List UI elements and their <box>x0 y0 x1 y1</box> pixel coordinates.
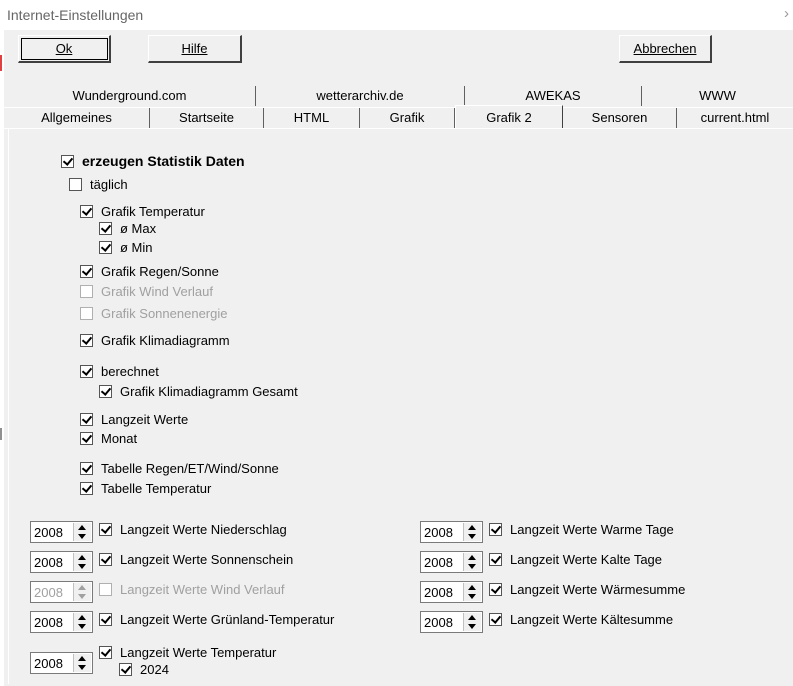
rain-sun-checkbox[interactable]: Grafik Regen/Sonne <box>80 264 219 280</box>
checkbox-box[interactable] <box>80 462 93 475</box>
sunshine-checkbox[interactable]: Langzeit Werte Sonnenschein <box>99 552 293 568</box>
min-checkbox[interactable]: ø Min <box>99 240 153 256</box>
tab-startseite[interactable]: Startseite <box>150 108 264 128</box>
checkbox-box[interactable] <box>99 222 112 235</box>
grassland-checkbox[interactable]: Langzeit Werte Grünland-Temperatur <box>99 612 334 628</box>
checkbox-box[interactable] <box>69 178 82 191</box>
warm-days-year-spinner[interactable]: 2008 <box>420 521 483 543</box>
spinner-up-icon <box>78 585 86 590</box>
checkbox-box[interactable] <box>99 646 112 659</box>
spinner-down-icon[interactable] <box>468 534 476 539</box>
title-bar <box>0 0 793 30</box>
tab-awekas[interactable]: AWEKAS <box>465 86 642 106</box>
spinner-up-icon[interactable] <box>78 555 86 560</box>
help-button[interactable]: Hilfe <box>148 35 242 63</box>
year-2024-checkbox[interactable]: 2024 <box>119 662 169 678</box>
cold-days-checkbox[interactable]: Langzeit Werte Kalte Tage <box>489 552 662 568</box>
wind-year-spinner: 2008 <box>30 581 93 603</box>
tab-wetterarchiv[interactable]: wetterarchiv.de <box>256 86 465 106</box>
table-temp-checkbox[interactable]: Tabelle Temperatur <box>80 481 211 497</box>
month-checkbox[interactable]: Monat <box>80 431 137 447</box>
checkbox-box[interactable] <box>61 155 74 168</box>
cold-sum-checkbox[interactable]: Langzeit Werte Kältesumme <box>489 612 673 628</box>
max-checkbox[interactable]: ø Max <box>99 221 156 237</box>
checkbox-box[interactable] <box>80 334 93 347</box>
spinner-down-icon[interactable] <box>468 564 476 569</box>
spinner-up-icon[interactable] <box>78 525 86 530</box>
temp-checkbox[interactable]: Grafik Temperatur <box>80 204 205 220</box>
checkbox-box <box>99 583 112 596</box>
checkbox-box[interactable] <box>99 553 112 566</box>
tab-row-bottom <box>4 108 793 128</box>
calc-checkbox[interactable]: berechnet <box>80 364 159 380</box>
checkbox-box[interactable] <box>80 482 93 495</box>
spinner-up-icon[interactable] <box>78 615 86 620</box>
checkbox-box <box>80 307 93 320</box>
daily-checkbox[interactable]: täglich <box>69 177 128 193</box>
grafik-2-panel <box>8 128 793 684</box>
spinner-up-icon[interactable] <box>468 615 476 620</box>
checkbox-box[interactable] <box>489 523 502 536</box>
warm-days-checkbox[interactable]: Langzeit Werte Warme Tage <box>489 522 674 538</box>
spinner-up-icon[interactable] <box>78 656 86 661</box>
checkbox-box[interactable] <box>119 663 132 676</box>
climate-checkbox[interactable]: Grafik Klimadiagramm <box>80 333 230 349</box>
edge-marker <box>0 55 2 71</box>
stats-checkbox[interactable]: erzeugen Statistik Daten <box>61 153 245 169</box>
solar-checkbox: Grafik Sonnenenergie <box>80 306 227 322</box>
heat-sum-checkbox[interactable]: Langzeit Werte Wärmesumme <box>489 582 685 598</box>
table-rain-checkbox[interactable]: Tabelle Regen/ET/Wind/Sonne <box>80 461 279 477</box>
longterm-temp-checkbox[interactable]: Langzeit Werte Temperatur <box>99 645 276 661</box>
spinner-down-icon <box>78 594 86 599</box>
spinner-down-icon[interactable] <box>78 624 86 629</box>
tab-current-html[interactable]: current.html <box>700 110 770 125</box>
tab-sensoren[interactable]: Sensoren <box>563 108 677 128</box>
spinner-down-icon[interactable] <box>78 534 86 539</box>
checkbox-box[interactable] <box>80 413 93 426</box>
wind-checkbox: Grafik Wind Verlauf <box>80 284 213 300</box>
checkbox-box <box>80 285 93 298</box>
checkbox-box[interactable] <box>99 241 112 254</box>
checkbox-box[interactable] <box>80 365 93 378</box>
checkbox-box[interactable] <box>489 583 502 596</box>
climate-total-checkbox[interactable]: Grafik Klimadiagramm Gesamt <box>99 384 298 400</box>
checkbox-box[interactable] <box>99 385 112 398</box>
spinner-up-icon[interactable] <box>468 555 476 560</box>
tab-row-top <box>4 86 793 106</box>
tab-wunderground[interactable]: Wunderground.com <box>4 86 256 106</box>
spinner-down-icon[interactable] <box>78 564 86 569</box>
sunshine-year-spinner[interactable]: 2008 <box>30 551 93 573</box>
ok-button[interactable]: Ok <box>18 35 111 63</box>
longterm-checkbox[interactable]: Langzeit Werte <box>80 412 188 428</box>
spinner-up-icon[interactable] <box>468 525 476 530</box>
spinner-down-icon[interactable] <box>78 665 86 670</box>
checkbox-box[interactable] <box>489 613 502 626</box>
precip-checkbox[interactable]: Langzeit Werte Niederschlag <box>99 522 287 538</box>
spinner-down-icon[interactable] <box>468 594 476 599</box>
checkbox-box[interactable] <box>99 613 112 626</box>
checkbox-box[interactable] <box>99 523 112 536</box>
temperature-year-spinner[interactable]: 2008 <box>30 652 93 674</box>
longterm-wind-checkbox: Langzeit Werte Wind Verlauf <box>99 582 285 598</box>
spinner-down-icon[interactable] <box>468 624 476 629</box>
checkbox-box[interactable] <box>80 205 93 218</box>
tab-allgemeines[interactable]: Allgemeines <box>4 108 150 128</box>
checkbox-box[interactable] <box>489 553 502 566</box>
tab-grafik-2[interactable]: Grafik 2 <box>455 105 563 129</box>
window-title: Internet-Einstellungen <box>7 7 144 23</box>
precip-year-spinner[interactable]: 2008 <box>30 521 93 543</box>
cold-days-year-spinner[interactable]: 2008 <box>420 551 483 573</box>
cold-sum-year-spinner[interactable]: 2008 <box>420 611 483 633</box>
edge-marker <box>0 428 2 440</box>
tab-grafik[interactable]: Grafik <box>360 108 455 128</box>
dialog-client <box>4 30 793 686</box>
grassland-year-spinner[interactable]: 2008 <box>30 611 93 633</box>
checkbox-box[interactable] <box>80 265 93 278</box>
checkbox-box[interactable] <box>80 432 93 445</box>
heat-sum-year-spinner[interactable]: 2008 <box>420 581 483 603</box>
chevron-right-icon: › <box>784 5 789 22</box>
tab-html[interactable]: HTML <box>264 108 360 128</box>
spinner-up-icon[interactable] <box>468 585 476 590</box>
cancel-button[interactable]: Abbrechen <box>619 35 712 63</box>
tab-www[interactable]: WWW <box>699 88 736 103</box>
